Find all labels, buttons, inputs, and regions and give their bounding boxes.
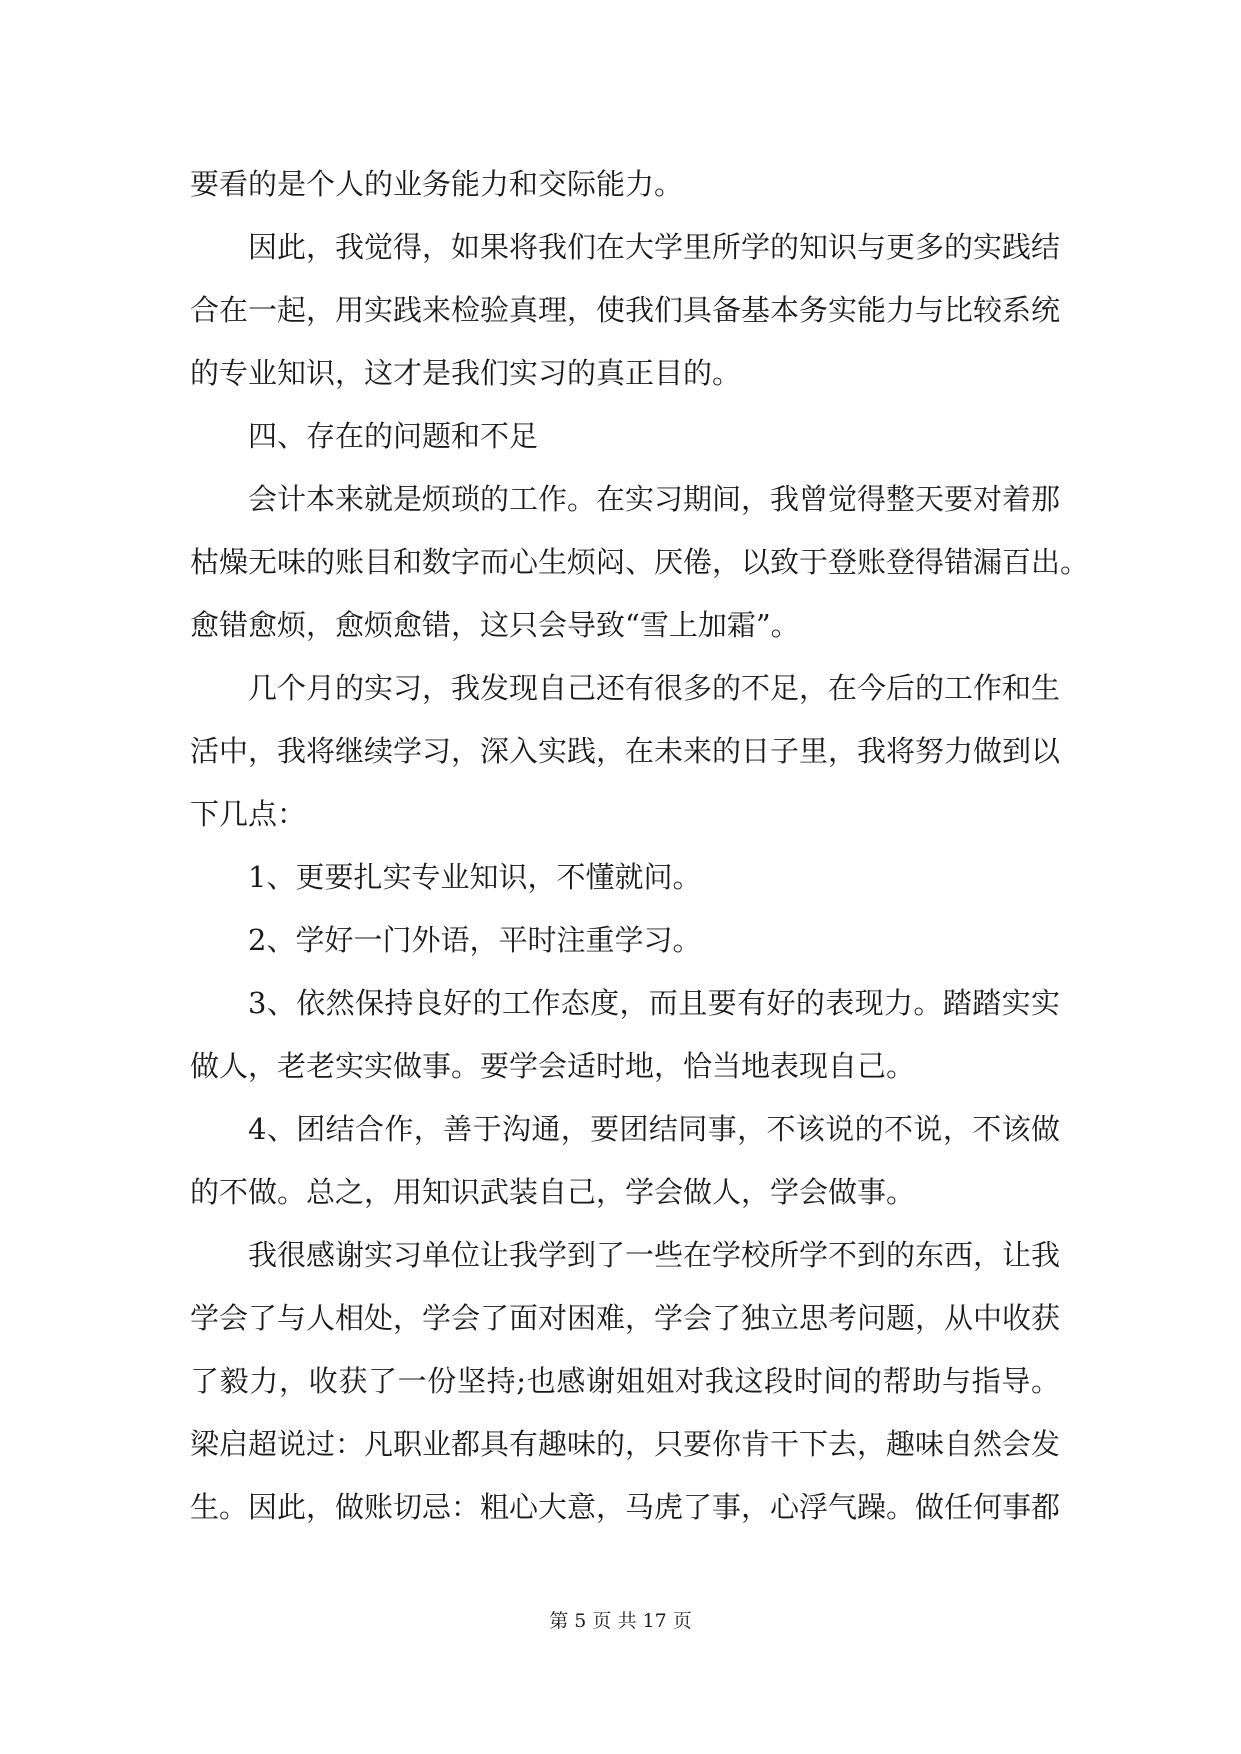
text-line: 下几点： [190,797,307,831]
text-line: 3、依然保持良好的工作态度，而且要有好的表现力。踏踏实实 [248,986,1060,1020]
text-line: 1、更要扎实专业知识，不懂就问。 [248,860,702,894]
text-line: 的不做。总之，用知识武装自己，学会做人，学会做事。 [190,1175,916,1209]
text-line: 我很感谢实习单位让我学到了一些在学校所学不到的东西，让我 [248,1238,1061,1272]
text-line: 枯燥无味的账目和数字而心生烦闷、厌倦，以致于登账登得错漏百出。 [190,545,1090,579]
text-line: 的专业知识，这才是我们实习的真正目的。 [190,356,742,390]
text-line: 了毅力，收获了一份坚持;也感谢姐姐对我这段时间的帮助与指导。 [190,1364,1060,1398]
text-line: 四、存在的问题和不足 [248,419,539,453]
text-line: 因此，我觉得，如果将我们在大学里所学的知识与更多的实践结 [248,230,1061,264]
text-line: 4、团结合作，善于沟通，要团结同事，不该说的不说，不该做 [248,1112,1060,1146]
page-footer: 第 5 页 共 17 页 [549,1610,692,1632]
text-line: 几个月的实习，我发现自己还有很多的不足，在今后的工作和生 [248,671,1061,705]
text-line: 梁启超说过：凡职业都具有趣味的，只要你肯干下去，趣味自然会发 [190,1427,1061,1461]
text-line: 学会了与人相处，学会了面对困难，学会了独立思考问题，从中收获 [190,1301,1061,1335]
text-line: 活中，我将继续学习，深入实践，在未来的日子里，我将努力做到以 [190,734,1061,768]
text-line: 要看的是个人的业务能力和交际能力。 [190,167,684,201]
text-line: 愈错愈烦，愈烦愈错，这只会导致“雪上加霜”。 [190,608,800,642]
body-text [190,153,1090,1539]
text-line: 会计本来就是烦琐的工作。在实习期间，我曾觉得整天要对着那 [248,482,1061,516]
text-line: 合在一起，用实践来检验真理，使我们具备基本务实能力与比较系统 [190,293,1061,327]
text-line: 2、学好一门外语，平时注重学习。 [248,923,702,957]
text-line: 生。因此，做账切忌：粗心大意，马虎了事，心浮气躁。做任何事都 [190,1490,1061,1524]
text-line: 做人，老老实实做事。要学会适时地，恰当地表现自己。 [190,1049,916,1083]
